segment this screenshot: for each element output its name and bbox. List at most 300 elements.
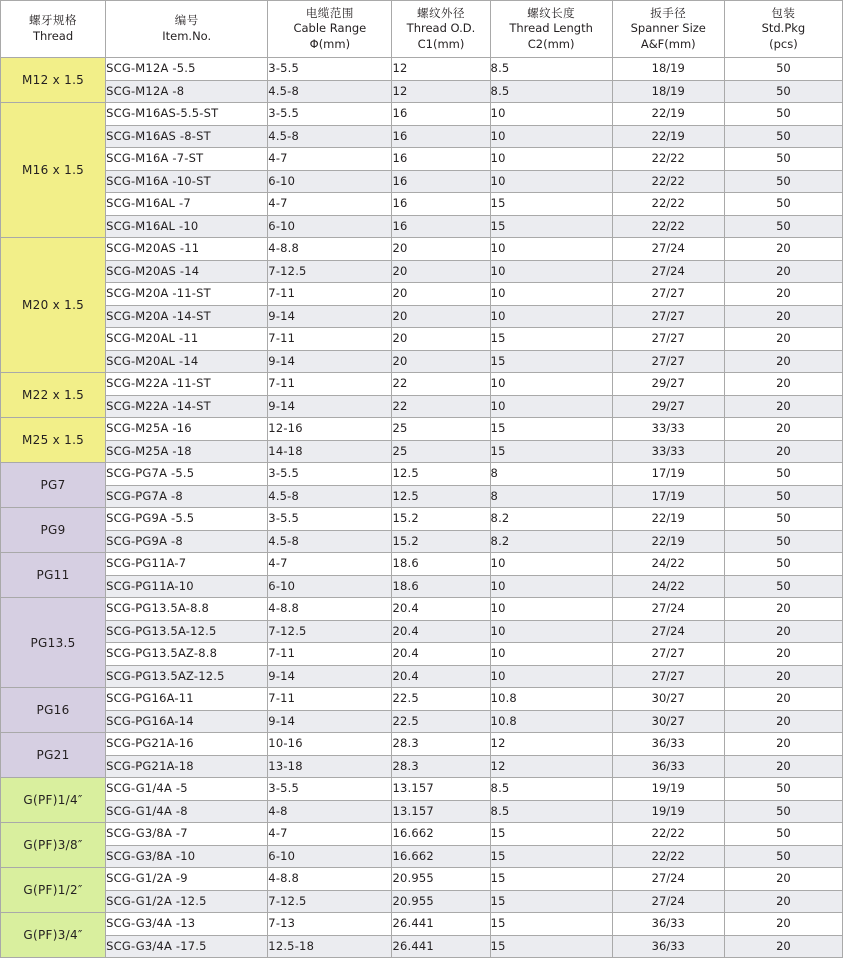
cell-spanner-size: 27/27: [612, 283, 724, 306]
cell-cable-range: 4-7: [268, 193, 392, 216]
column-header-thread-od-cn: 螺纹外径: [416, 5, 465, 20]
cell-thread-od: 28.3: [392, 733, 490, 756]
cell-cable-range: 4-8: [268, 800, 392, 823]
cell-thread-od: 16: [392, 125, 490, 148]
cell-cable-range: 4-8.8: [268, 238, 392, 261]
table-row: [1, 935, 843, 958]
cell-spanner-size: 17/19: [612, 485, 724, 508]
cell-cable-range: 10-16: [268, 733, 392, 756]
table-row: [1, 193, 843, 216]
cell-item-no: SCG-M25A -18: [106, 440, 268, 463]
cell-thread-od: 12.5: [392, 485, 490, 508]
thread-group-cell: PG9: [1, 508, 106, 553]
cell-item-no: SCG-PG13.5AZ-8.8: [106, 643, 268, 666]
cell-spanner-size: 22/19: [612, 103, 724, 126]
cell-thread-od: 12.5: [392, 463, 490, 486]
cell-spanner-size: 22/19: [612, 530, 724, 553]
cell-std-pkg: 50: [724, 530, 842, 553]
cell-spanner-size: 27/24: [612, 868, 724, 891]
cell-cable-range: 7-12.5: [268, 260, 392, 283]
table-row: [1, 665, 843, 688]
cell-spanner-size: 22/22: [612, 215, 724, 238]
column-header-cable-range: [268, 1, 392, 58]
cell-cable-range: 4-8.8: [268, 598, 392, 621]
cell-thread-od: 20.4: [392, 620, 490, 643]
cell-thread-length: 15: [490, 935, 612, 958]
cell-thread-length: 8: [490, 463, 612, 486]
cell-spanner-size: 18/19: [612, 80, 724, 103]
table-row: [1, 170, 843, 193]
cell-thread-length: 8.2: [490, 530, 612, 553]
cell-item-no: SCG-G3/8A -10: [106, 845, 268, 868]
table-row: [1, 103, 843, 126]
cell-std-pkg: 50: [724, 485, 842, 508]
cell-item-no: SCG-PG7A -8: [106, 485, 268, 508]
table-row: [1, 598, 843, 621]
cell-item-no: SCG-G1/4A -8: [106, 800, 268, 823]
cell-cable-range: 3-5.5: [268, 508, 392, 531]
cell-std-pkg: 20: [724, 373, 842, 396]
cell-std-pkg: 20: [724, 305, 842, 328]
cell-item-no: SCG-M16AS -8-ST: [106, 125, 268, 148]
cell-thread-od: 13.157: [392, 800, 490, 823]
cell-item-no: SCG-M20AS -11: [106, 238, 268, 261]
table-row: [1, 440, 843, 463]
cell-std-pkg: 20: [724, 868, 842, 891]
column-header-spanner-size-en: Spanner Size: [630, 21, 706, 36]
cell-std-pkg: 50: [724, 193, 842, 216]
cell-spanner-size: 22/22: [612, 148, 724, 171]
cell-thread-od: 20: [392, 283, 490, 306]
cell-cable-range: 3-5.5: [268, 103, 392, 126]
cell-cable-range: 6-10: [268, 215, 392, 238]
column-header-thread-length-cn: 螺纹长度: [527, 5, 576, 20]
cell-cable-range: 4.5-8: [268, 485, 392, 508]
cell-thread-length: 10: [490, 238, 612, 261]
cell-thread-length: 10: [490, 125, 612, 148]
cell-thread-od: 26.441: [392, 913, 490, 936]
cell-cable-range: 7-11: [268, 688, 392, 711]
cell-cable-range: 12.5-18: [268, 935, 392, 958]
column-header-thread-length-en: Thread Length: [509, 21, 593, 36]
cell-std-pkg: 20: [724, 598, 842, 621]
cell-thread-length: 10: [490, 103, 612, 126]
cell-thread-od: 16: [392, 215, 490, 238]
cell-thread-length: 10: [490, 283, 612, 306]
column-header-cable-range-cn: 电缆范围: [305, 5, 354, 20]
cell-std-pkg: 20: [724, 755, 842, 778]
cell-item-no: SCG-M20AL -11: [106, 328, 268, 351]
table-row: [1, 418, 843, 441]
cell-thread-length: 15: [490, 350, 612, 373]
cell-spanner-size: 27/24: [612, 598, 724, 621]
cell-cable-range: 4-7: [268, 553, 392, 576]
cell-item-no: SCG-PG13.5A-12.5: [106, 620, 268, 643]
cell-thread-length: 10.8: [490, 710, 612, 733]
cell-cable-range: 9-14: [268, 350, 392, 373]
cell-thread-od: 20.4: [392, 598, 490, 621]
cell-thread-length: 15: [490, 913, 612, 936]
table-row: [1, 350, 843, 373]
cell-cable-range: 7-11: [268, 283, 392, 306]
cell-spanner-size: 27/24: [612, 620, 724, 643]
cell-std-pkg: 20: [724, 395, 842, 418]
thread-group-cell: PG13.5: [1, 598, 106, 688]
cell-cable-range: 7-12.5: [268, 620, 392, 643]
cell-std-pkg: 50: [724, 125, 842, 148]
cell-item-no: SCG-M16A -10-ST: [106, 170, 268, 193]
cell-std-pkg: 20: [724, 890, 842, 913]
cell-std-pkg: 20: [724, 935, 842, 958]
table-row: [1, 710, 843, 733]
cell-std-pkg: 20: [724, 710, 842, 733]
cell-thread-length: 10: [490, 575, 612, 598]
cell-spanner-size: 22/22: [612, 845, 724, 868]
cell-thread-length: 10: [490, 665, 612, 688]
cell-std-pkg: 50: [724, 823, 842, 846]
cell-item-no: SCG-M16A -7-ST: [106, 148, 268, 171]
cell-cable-range: 14-18: [268, 440, 392, 463]
cell-thread-od: 22.5: [392, 710, 490, 733]
cell-thread-length: 10: [490, 373, 612, 396]
column-header-std-pkg: [724, 1, 842, 58]
cell-thread-length: 15: [490, 440, 612, 463]
cell-thread-length: 10: [490, 395, 612, 418]
cell-thread-od: 16.662: [392, 845, 490, 868]
cell-item-no: SCG-M12A -5.5: [106, 58, 268, 81]
column-header-std-pkg-unit: (pcs): [769, 36, 798, 51]
cell-item-no: SCG-PG21A-16: [106, 733, 268, 756]
cell-item-no: SCG-PG16A-11: [106, 688, 268, 711]
table-row: [1, 913, 843, 936]
table-row: [1, 305, 843, 328]
cell-thread-od: 20: [392, 305, 490, 328]
column-header-thread-length-unit: C2(mm): [527, 36, 575, 51]
cell-cable-range: 9-14: [268, 710, 392, 733]
cell-cable-range: 7-11: [268, 643, 392, 666]
table-header: [1, 1, 843, 58]
table-row: [1, 148, 843, 171]
column-header-item-no-en: Item.No.: [162, 29, 212, 43]
cell-thread-od: 18.6: [392, 553, 490, 576]
table-row: [1, 575, 843, 598]
cell-cable-range: 4.5-8: [268, 530, 392, 553]
cell-thread-od: 20.955: [392, 890, 490, 913]
cell-spanner-size: 30/27: [612, 710, 724, 733]
cell-thread-length: 15: [490, 215, 612, 238]
cell-thread-od: 15.2: [392, 530, 490, 553]
cell-std-pkg: 20: [724, 913, 842, 936]
cell-cable-range: 7-13: [268, 913, 392, 936]
cell-spanner-size: 27/24: [612, 890, 724, 913]
table-row: [1, 463, 843, 486]
column-header-item-no: [106, 1, 268, 58]
table-row: [1, 823, 843, 846]
table-row: [1, 215, 843, 238]
cell-cable-range: 7-11: [268, 328, 392, 351]
thread-group-cell: PG7: [1, 463, 106, 508]
cell-item-no: SCG-PG7A -5.5: [106, 463, 268, 486]
cell-spanner-size: 27/24: [612, 260, 724, 283]
cell-item-no: SCG-M16AL -7: [106, 193, 268, 216]
cell-std-pkg: 20: [724, 620, 842, 643]
cell-cable-range: 4.5-8: [268, 125, 392, 148]
table-row: [1, 125, 843, 148]
cell-cable-range: 4-8.8: [268, 868, 392, 891]
table-row: [1, 643, 843, 666]
cell-thread-length: 8.5: [490, 58, 612, 81]
cell-std-pkg: 20: [724, 350, 842, 373]
table-row: [1, 868, 843, 891]
column-header-thread-length: [490, 1, 612, 58]
column-header-thread: [1, 1, 106, 58]
cell-spanner-size: 22/22: [612, 193, 724, 216]
cell-cable-range: 9-14: [268, 305, 392, 328]
cell-std-pkg: 50: [724, 80, 842, 103]
cell-thread-length: 15: [490, 823, 612, 846]
cell-item-no: SCG-G3/4A -17.5: [106, 935, 268, 958]
cell-spanner-size: 27/27: [612, 350, 724, 373]
cell-thread-length: 10: [490, 148, 612, 171]
cell-spanner-size: 27/24: [612, 238, 724, 261]
cell-thread-length: 12: [490, 755, 612, 778]
cell-std-pkg: 20: [724, 260, 842, 283]
column-header-spanner-size-cn: 扳手径: [650, 5, 687, 20]
cell-cable-range: 9-14: [268, 665, 392, 688]
cell-std-pkg: 20: [724, 418, 842, 441]
cell-thread-length: 10: [490, 598, 612, 621]
cell-spanner-size: 17/19: [612, 463, 724, 486]
cell-std-pkg: 20: [724, 238, 842, 261]
cell-cable-range: 7-11: [268, 373, 392, 396]
cell-item-no: SCG-PG11A-10: [106, 575, 268, 598]
table-row: [1, 755, 843, 778]
cell-thread-length: 8.5: [490, 778, 612, 801]
cell-cable-range: 12-16: [268, 418, 392, 441]
column-header-thread-od: [392, 1, 490, 58]
cell-spanner-size: 36/33: [612, 755, 724, 778]
cell-thread-od: 20.955: [392, 868, 490, 891]
cell-thread-od: 25: [392, 418, 490, 441]
cell-std-pkg: 50: [724, 215, 842, 238]
cell-spanner-size: 22/19: [612, 508, 724, 531]
thread-group-cell: PG11: [1, 553, 106, 598]
table-row: [1, 238, 843, 261]
table-row: [1, 778, 843, 801]
cell-std-pkg: 50: [724, 508, 842, 531]
cell-cable-range: 4.5-8: [268, 80, 392, 103]
column-header-thread-od-en: Thread O.D.: [406, 21, 476, 36]
table-row: [1, 890, 843, 913]
cell-thread-length: 15: [490, 868, 612, 891]
cell-thread-length: 15: [490, 193, 612, 216]
cell-std-pkg: 20: [724, 665, 842, 688]
cell-item-no: SCG-G1/2A -9: [106, 868, 268, 891]
cell-thread-od: 20: [392, 350, 490, 373]
table-row: [1, 620, 843, 643]
column-header-spanner-size-unit: A&F(mm): [640, 36, 696, 51]
column-header-cable-range-unit: Φ(mm): [309, 36, 351, 51]
cell-spanner-size: 29/27: [612, 395, 724, 418]
cell-thread-od: 20: [392, 260, 490, 283]
table-row: [1, 328, 843, 351]
cell-spanner-size: 33/33: [612, 418, 724, 441]
cell-spanner-size: 36/33: [612, 733, 724, 756]
column-header-std-pkg-en: Std.Pkg: [761, 21, 806, 36]
cell-thread-length: 15: [490, 328, 612, 351]
cell-thread-length: 10: [490, 553, 612, 576]
cell-spanner-size: 18/19: [612, 58, 724, 81]
cell-item-no: SCG-M16AS-5.5-ST: [106, 103, 268, 126]
table-row: [1, 553, 843, 576]
cell-thread-length: 15: [490, 418, 612, 441]
cell-item-no: SCG-G3/8A -7: [106, 823, 268, 846]
cell-cable-range: 3-5.5: [268, 463, 392, 486]
cell-thread-od: 22.5: [392, 688, 490, 711]
cell-thread-length: 12: [490, 733, 612, 756]
cell-thread-od: 16: [392, 170, 490, 193]
cell-item-no: SCG-M20AS -14: [106, 260, 268, 283]
cell-thread-length: 10: [490, 305, 612, 328]
cell-item-no: SCG-PG13.5AZ-12.5: [106, 665, 268, 688]
cell-spanner-size: 27/27: [612, 305, 724, 328]
cell-thread-od: 20.4: [392, 665, 490, 688]
cell-cable-range: 13-18: [268, 755, 392, 778]
cell-spanner-size: 19/19: [612, 800, 724, 823]
cell-cable-range: 7-12.5: [268, 890, 392, 913]
cell-std-pkg: 50: [724, 575, 842, 598]
header-row: [1, 1, 843, 58]
thread-group-cell: M12 x 1.5: [1, 58, 106, 103]
cell-item-no: SCG-PG9A -8: [106, 530, 268, 553]
cell-thread-od: 12: [392, 58, 490, 81]
cell-thread-od: 16.662: [392, 823, 490, 846]
cell-thread-length: 8.5: [490, 800, 612, 823]
cell-thread-length: 10: [490, 620, 612, 643]
cell-thread-od: 20: [392, 238, 490, 261]
thread-group-cell: G(PF)3/4″: [1, 913, 106, 958]
cell-spanner-size: 33/33: [612, 440, 724, 463]
table-body: [1, 58, 843, 958]
cell-item-no: SCG-PG11A-7: [106, 553, 268, 576]
cell-std-pkg: 20: [724, 440, 842, 463]
thread-group-cell: G(PF)1/4″: [1, 778, 106, 823]
cell-spanner-size: 27/27: [612, 643, 724, 666]
thread-group-cell: PG16: [1, 688, 106, 733]
cell-thread-od: 16: [392, 148, 490, 171]
cell-thread-length: 15: [490, 890, 612, 913]
cell-thread-od: 22: [392, 373, 490, 396]
thread-group-cell: PG21: [1, 733, 106, 778]
cell-item-no: SCG-G1/2A -12.5: [106, 890, 268, 913]
table-row: [1, 283, 843, 306]
cell-thread-length: 8: [490, 485, 612, 508]
cell-thread-od: 26.441: [392, 935, 490, 958]
cell-spanner-size: 22/22: [612, 823, 724, 846]
column-header-thread-en: Thread: [32, 29, 74, 43]
cell-cable-range: 3-5.5: [268, 58, 392, 81]
cell-std-pkg: 50: [724, 148, 842, 171]
cell-thread-od: 20: [392, 328, 490, 351]
cell-cable-range: 6-10: [268, 575, 392, 598]
cell-std-pkg: 20: [724, 733, 842, 756]
cell-std-pkg: 20: [724, 688, 842, 711]
cell-std-pkg: 50: [724, 58, 842, 81]
column-header-item-no-cn: 编号: [174, 13, 199, 28]
table-row: [1, 845, 843, 868]
cell-cable-range: 9-14: [268, 395, 392, 418]
cell-std-pkg: 20: [724, 643, 842, 666]
cell-spanner-size: 27/27: [612, 328, 724, 351]
cell-item-no: SCG-M25A -16: [106, 418, 268, 441]
table-row: [1, 260, 843, 283]
cell-spanner-size: 22/22: [612, 170, 724, 193]
cell-std-pkg: 50: [724, 170, 842, 193]
thread-group-cell: M20 x 1.5: [1, 238, 106, 373]
cell-item-no: SCG-G1/4A -5: [106, 778, 268, 801]
cell-thread-od: 16: [392, 193, 490, 216]
column-header-thread-cn: 螺牙规格: [29, 13, 78, 28]
cell-thread-length: 10: [490, 170, 612, 193]
table-row: [1, 688, 843, 711]
cell-thread-od: 15.2: [392, 508, 490, 531]
cell-spanner-size: 30/27: [612, 688, 724, 711]
cell-thread-od: 22: [392, 395, 490, 418]
cell-cable-range: 4-7: [268, 823, 392, 846]
thread-group-cell: G(PF)1/2″: [1, 868, 106, 913]
cell-item-no: SCG-M20A -14-ST: [106, 305, 268, 328]
thread-group-cell: M16 x 1.5: [1, 103, 106, 238]
cell-cable-range: 3-5.5: [268, 778, 392, 801]
cell-spanner-size: 36/33: [612, 935, 724, 958]
thread-group-cell: M22 x 1.5: [1, 373, 106, 418]
cell-std-pkg: 50: [724, 463, 842, 486]
cell-item-no: SCG-M20AL -14: [106, 350, 268, 373]
cell-item-no: SCG-M20A -11-ST: [106, 283, 268, 306]
cell-cable-range: 6-10: [268, 170, 392, 193]
cell-thread-od: 25: [392, 440, 490, 463]
cell-item-no: SCG-M22A -11-ST: [106, 373, 268, 396]
cell-item-no: SCG-M12A -8: [106, 80, 268, 103]
cell-item-no: SCG-PG21A-18: [106, 755, 268, 778]
cell-std-pkg: 50: [724, 845, 842, 868]
cell-thread-od: 28.3: [392, 755, 490, 778]
cell-std-pkg: 50: [724, 778, 842, 801]
cell-spanner-size: 27/27: [612, 665, 724, 688]
table-row: [1, 395, 843, 418]
cell-std-pkg: 20: [724, 328, 842, 351]
cell-spanner-size: 22/19: [612, 125, 724, 148]
table-row: [1, 58, 843, 81]
cell-spanner-size: 24/22: [612, 553, 724, 576]
cell-item-no: SCG-G3/4A -13: [106, 913, 268, 936]
cell-std-pkg: 50: [724, 553, 842, 576]
cell-thread-length: 15: [490, 845, 612, 868]
cell-item-no: SCG-PG9A -5.5: [106, 508, 268, 531]
cell-thread-length: 10.8: [490, 688, 612, 711]
cell-thread-length: 10: [490, 643, 612, 666]
cell-std-pkg: 50: [724, 103, 842, 126]
cell-item-no: SCG-PG16A-14: [106, 710, 268, 733]
table-row: [1, 508, 843, 531]
table-row: [1, 80, 843, 103]
column-header-cable-range-en: Cable Range: [293, 21, 367, 36]
cell-thread-od: 20.4: [392, 643, 490, 666]
cell-spanner-size: 29/27: [612, 373, 724, 396]
cell-std-pkg: 20: [724, 283, 842, 306]
cell-spanner-size: 19/19: [612, 778, 724, 801]
cell-thread-od: 16: [392, 103, 490, 126]
